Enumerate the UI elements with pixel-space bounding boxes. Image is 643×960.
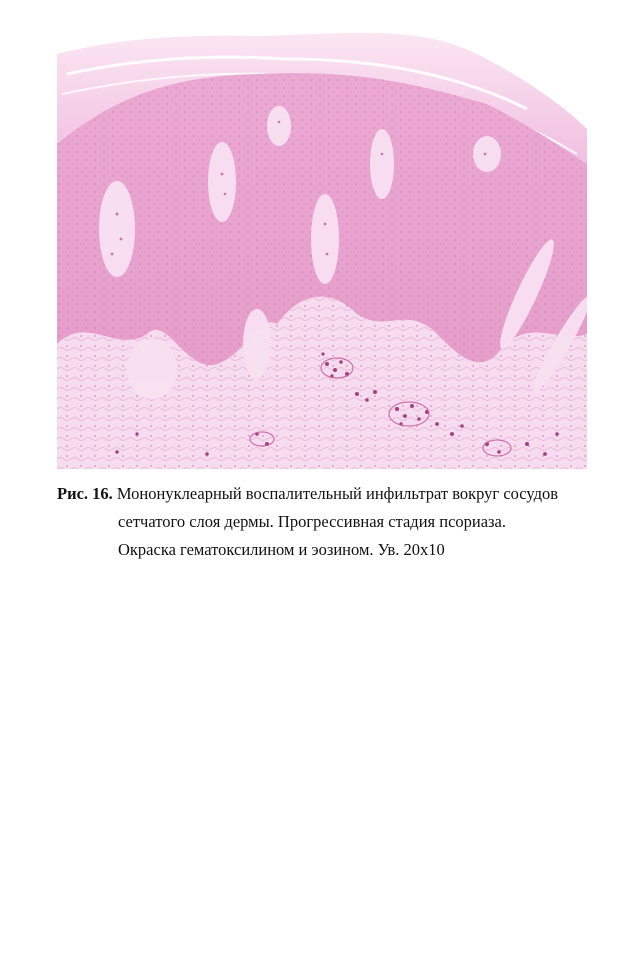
- micrograph-image: [57, 14, 587, 469]
- caption-line-1: [57, 480, 617, 508]
- figure-label: Рис. 16.: [57, 484, 113, 503]
- caption-text-1: Мононуклеарный воспалительный инфильтрат вокруг сосудов: [116, 484, 559, 503]
- caption-line-3: Окраска гематоксилином и эозином. Ув. 20х10: [118, 540, 445, 559]
- figure-caption: [57, 480, 617, 564]
- caption-line-2: сетчатого слоя дермы. Прогрессивная стадия псориаза.: [118, 512, 507, 531]
- histology-figure: [57, 14, 587, 469]
